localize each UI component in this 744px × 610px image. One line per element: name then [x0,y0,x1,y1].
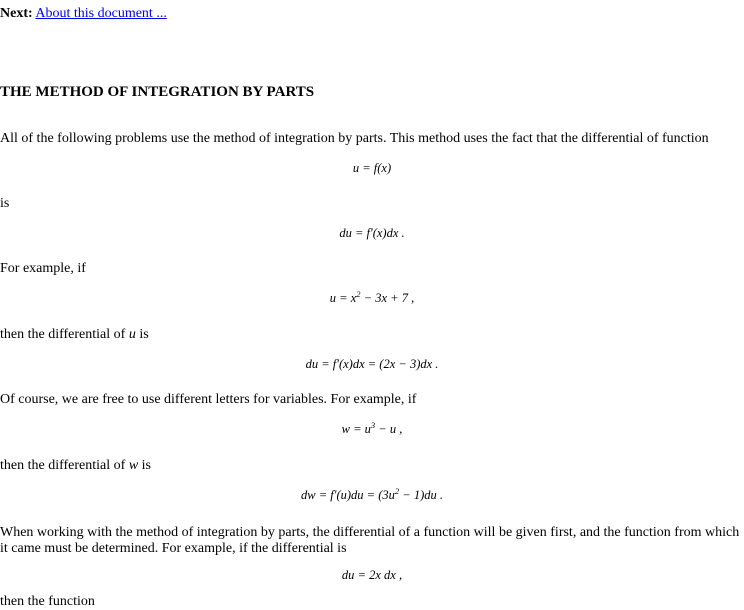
p4-pre: then the differential of [0,327,126,342]
equation-w-u [0,419,744,436]
next-label: Next: [0,6,33,21]
equation-dw-result [0,485,744,502]
eq6-exponent: 2 [394,485,400,496]
p6-pre: then the differential of [0,458,126,473]
p4-var: u [128,327,136,342]
differential-of-u-text [0,327,149,343]
different-letters-text: Of course, we are free to use different letters for variables. For example, if [0,392,417,407]
p6-var: w [128,458,139,473]
differential-of-w-text [0,458,151,474]
working-method-paragraph: When working with the method of integration by parts, the differential of a function will be given first, and the function from which it came must be determined. For example, if the differential is [0,525,740,556]
page-title: THE METHOD OF INTEGRATION BY PARTS [0,84,315,100]
intro-paragraph: All of the following problems use the method of integration by parts. This method uses the fact that the differential of function [0,131,709,146]
then-function-text: then the function [0,594,95,609]
equation-u-polynomial [0,288,744,305]
eq3-part-b: − 3x + 7 , [360,291,415,305]
is-text: is [0,196,10,211]
equation-du-result: du = f′(x)dx = (2x − 3)dx . [305,357,439,371]
eq5-exponent: 3 [370,419,376,430]
equation-du-fprime: du = f′(x)dx . [339,226,405,240]
eq5-part-b: − u , [375,422,403,436]
eq3-part-a: u = x [329,291,357,305]
eq6-part-b: − 1)du . [399,488,443,502]
equation-du-2x: du = 2x dx , [341,568,403,582]
eq3-exponent: 2 [356,288,361,299]
navigation-bar [0,6,167,22]
p6-post: is [141,458,151,473]
equation-u-fx: u = f(x) [352,161,392,175]
example-if-text: For example, if [0,261,86,276]
eq5-part-a: w = u [341,422,371,436]
p4-post: is [139,327,149,342]
about-document-link[interactable]: About this document ... [35,6,167,21]
eq6-part-a: dw = f′(u)du = (3u [300,488,395,502]
